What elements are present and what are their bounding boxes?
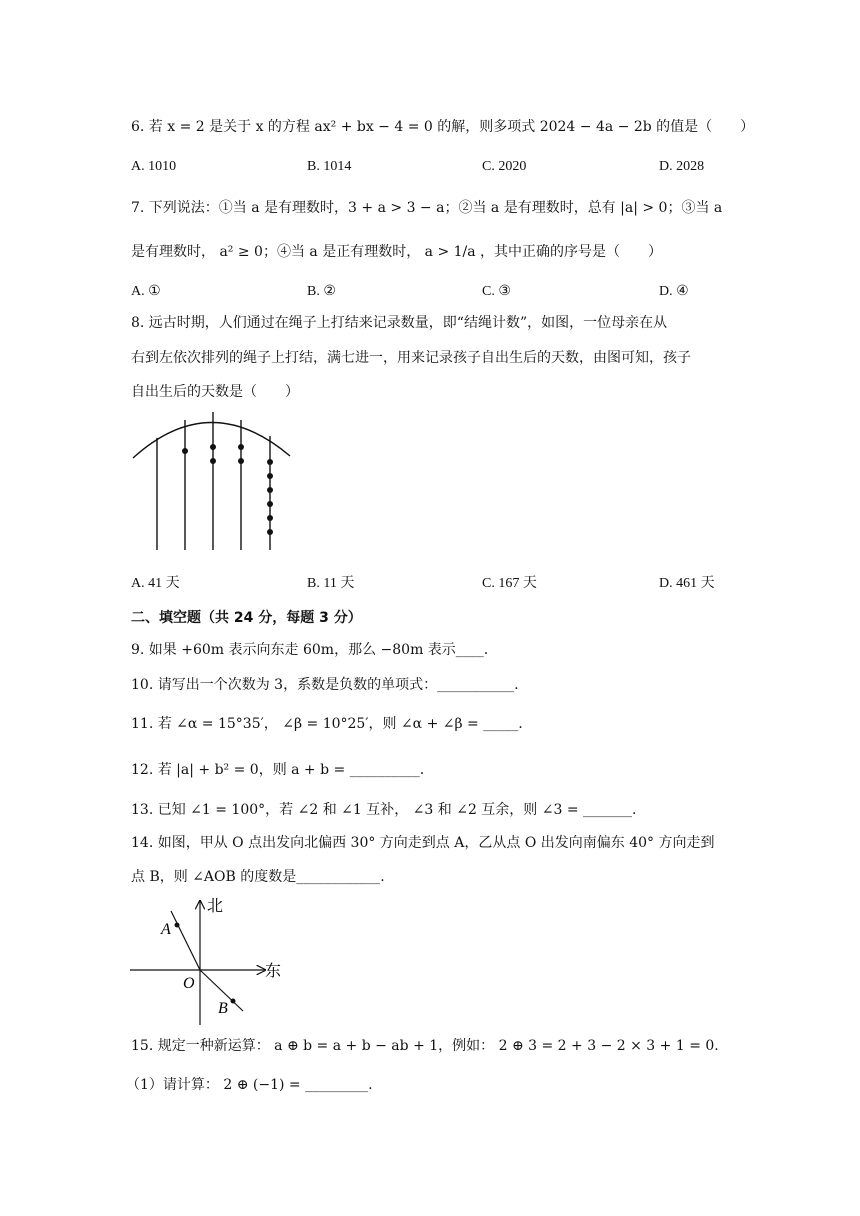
label-b: B (218, 1000, 228, 1017)
question-8-line-3: 自出生后的天数是（ ） (131, 384, 299, 400)
knot (238, 444, 244, 450)
east-label: 东 (265, 963, 282, 980)
label-a: A (161, 921, 171, 938)
question-8-line-2: 右到左依次排列的绳子上打结，满七进一，用来记录孩子自出生后的天数，由图可知，孩子 (131, 350, 691, 366)
question-15-line-1: 15. 规定一种新运算： a ⊕ b = a + b − ab + 1，例如： 2 ⊕ 3 = 2 + 3 − 2 × 3 + 1 = 0. (131, 1038, 719, 1054)
knot (210, 458, 216, 464)
q8-option-c: C. 167 天 (482, 576, 537, 591)
question-6-text: 6. 若 x = 2 是关于 x 的方程 ax² + bx − 4 = 0 的解，则多项式 2024 − 4a − 2b 的值是（ ） (131, 119, 755, 135)
knot (210, 444, 216, 450)
q8-option-d: D. 461 天 (659, 576, 715, 591)
knot (267, 501, 273, 507)
ray-oa (171, 911, 200, 970)
question-8-line-1: 8. 远古时期，人们通过在绳子上打结来记录数量，即“结绳计数”，如图，一位母亲在从 (131, 315, 668, 331)
knot (267, 515, 273, 521)
north-label: 北 (207, 898, 224, 915)
q6-option-c: C. 2020 (482, 159, 527, 174)
question-10-text: 10. 请写出一个次数为 3，系数是负数的单项式：___________. (131, 677, 519, 693)
point-b (231, 999, 236, 1004)
question-14-line-1: 14. 如图，甲从 O 点出发向北偏西 30° 方向走到点 A，乙从点 O 出发向南偏东 40° 方向走到 (131, 835, 715, 851)
section-2-heading: 二、填空题（共 24 分，每题 3 分） (131, 610, 362, 626)
knot (267, 487, 273, 493)
direction-figure (125, 893, 295, 1033)
question-11-text: 11. 若 ∠α = 15°35′， ∠β = 10°25′，则 ∠α + ∠β = _____. (131, 716, 523, 732)
q6-option-a: A. 1010 (131, 159, 177, 174)
q8-option-a: A. 41 天 (131, 576, 180, 591)
knot (267, 473, 273, 479)
question-14-line-2: 点 B，则 ∠AOB 的度数是____________. (131, 869, 385, 885)
q8-option-b: B. 11 天 (307, 576, 355, 591)
q7-option-c: C. ③ (482, 284, 511, 299)
knot (267, 459, 273, 465)
knot-counting-figure (130, 398, 300, 553)
q7-option-d: D. ④ (659, 284, 689, 299)
q6-option-d: D. 2028 (659, 159, 705, 174)
q6-option-b: B. 1014 (307, 159, 352, 174)
q7-option-a: A. ① (131, 284, 161, 299)
knot (238, 458, 244, 464)
knot (267, 529, 273, 535)
question-13-text: 13. 已知 ∠1 = 100°，若 ∠2 和 ∠1 互补， ∠3 和 ∠2 互余，则 ∠3 = _______. (131, 802, 637, 818)
knot (182, 448, 188, 454)
question-9-text: 9. 如果 +60m 表示向东走 60m，那么 −80m 表示____. (131, 642, 489, 658)
q7-option-b: B. ② (307, 284, 336, 299)
point-a (175, 923, 180, 928)
question-15-part-1: （1）请计算： 2 ⊕ (−1) = _________. (126, 1077, 373, 1093)
label-o: O (183, 975, 195, 992)
question-7-line-1: 7. 下列说法：①当 a 是有理数时，3 + a > 3 − a；②当 a 是有理数时，总有 |a| > 0；③当 a (131, 200, 723, 216)
question-7-line-2: 是有理数时， a² ≥ 0；④当 a 是正有理数时， a > 1/a ，其中正确的序号是（ ） (131, 244, 663, 260)
question-12-text: 12. 若 |a| + b² = 0，则 a + b = __________. (131, 762, 425, 778)
